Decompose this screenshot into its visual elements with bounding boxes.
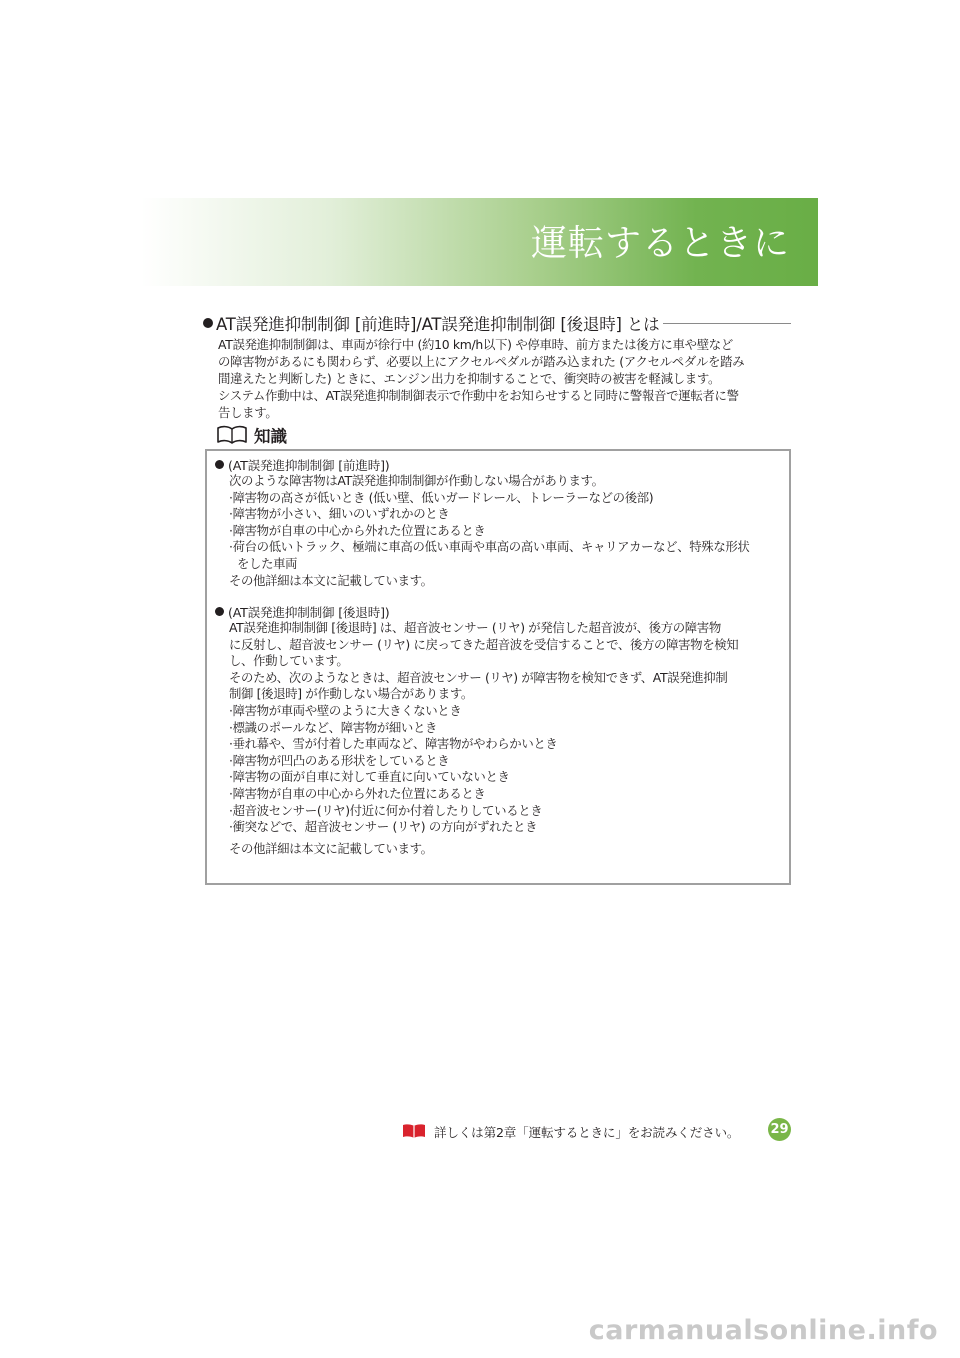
body-line: ·障害物の高さが低いとき (低い壁、低いガードレール、トレーラーなどの後部) <box>229 489 654 505</box>
body-line: 次のような障害物はAT誤発進抑制制御が作動しない場合があります。 <box>229 473 604 488</box>
section-heading-text: AT誤発進抑制制御 [前進時]/AT誤発進抑制制御 [後退時] とは <box>216 315 660 334</box>
reverse-body <box>229 620 787 857</box>
bullet-icon <box>203 318 213 328</box>
forward-title <box>215 456 787 473</box>
body-line: ·障害物が小さい、細いのいずれかのとき <box>229 506 450 522</box>
red-book-icon <box>402 1123 426 1139</box>
forward-item <box>215 456 787 589</box>
knowledge-box <box>205 449 791 885</box>
body-line: その他詳細は本文に記載しています。 <box>229 840 433 856</box>
page-number: 29 <box>768 1118 791 1141</box>
forward-title-text: (AT誤発進抑制制御 [前進時]) <box>228 458 390 473</box>
intro-line: 間違えたと判断した) ときに、エンジン出力を抑制することで、衝突時の被害を軽減します。 <box>218 371 721 386</box>
intro-line: システム作動中は、AT誤発進抑制制御表示で作動中をお知らせすると同時に警報音で運転者に警 <box>218 388 739 403</box>
section-heading <box>203 312 791 334</box>
body-line: ·障害物の面が自車に対して垂直に向いていないとき <box>229 769 510 785</box>
body-line: ·標識のポールなど、障害物が細いとき <box>229 719 438 735</box>
body-line: ·障害物が凹凸のある形状をしているとき <box>229 752 450 768</box>
section-intro <box>218 336 784 421</box>
body-line: 制御 [後退時] が作動しない場合があります。 <box>229 686 473 702</box>
forward-body <box>229 473 787 589</box>
intro-line: AT誤発進抑制制御は、車両が徐行中 (約10 km/h以下) や停車時、前方または後方に車や壁など <box>218 337 733 352</box>
reverse-title-text: (AT誤発進抑制制御 [後退時]) <box>228 605 390 620</box>
footer-text: 詳しくは第2章「運転するときに」をお読みください。 <box>434 1124 740 1140</box>
body-line: その他詳細は本文に記載しています。 <box>229 572 433 588</box>
reverse-title <box>215 603 787 620</box>
body-line: ·垂れ幕や、雪が付着した車両など、障害物がやわらかいとき <box>229 736 558 752</box>
body-line: ·衝突などで、超音波センサー (リヤ) の方向がずれたとき <box>229 819 538 835</box>
body-line: ·障害物が自車の中心から外れた位置にあるとき <box>229 785 486 801</box>
open-book-icon <box>216 425 248 445</box>
watermark: carmanualsonline.info <box>588 1315 938 1346</box>
chapter-banner <box>141 198 818 286</box>
body-line: AT誤発進抑制制御 [後退時] は、超音波センサー (リヤ) が発信した超音波が、後方の障害物 <box>229 620 721 635</box>
body-line: し、作動しています。 <box>229 653 349 669</box>
body-line: ·障害物が自車の中心から外れた位置にあるとき <box>229 522 486 538</box>
body-line: ·荷台の低いトラック、極端に車高の低い車両や車高の高い車両、キャリアカーなど、特殊な形状 <box>229 539 750 555</box>
body-line: をした車両 <box>237 555 298 571</box>
body-line: そのため、次のようなときは、超音波センサー (リヤ) が障害物を検知できず、AT誤発進抑制 <box>229 669 728 685</box>
footer-reference <box>402 1120 739 1142</box>
intro-line: 告します。 <box>218 405 278 420</box>
intro-line: の障害物があるにも関わらず、必要以上にアクセルペダルが踏み込まれた (アクセルペダルを踏み <box>218 354 745 369</box>
reverse-item <box>215 603 787 857</box>
knowledge-label: 知識 <box>254 427 287 446</box>
chapter-title: 運転するときに <box>530 223 790 264</box>
bullet-icon <box>215 607 224 616</box>
body-line: ·障害物が車両や壁のように大きくないとき <box>229 702 462 718</box>
knowledge-header <box>216 424 287 446</box>
heading-rule <box>663 323 791 324</box>
body-line: に反射し、超音波センサー (リヤ) に戻ってきた超音波を受信することで、後方の障害物を検知 <box>229 636 739 652</box>
bullet-icon <box>215 460 224 469</box>
body-line: ·超音波センサー(リヤ)付近に何か付着したりしているとき <box>229 802 543 818</box>
